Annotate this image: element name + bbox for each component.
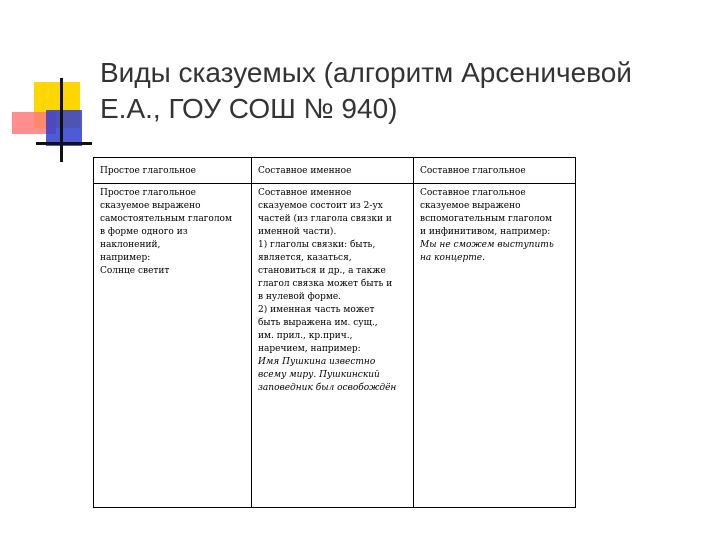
slide-logo-decoration bbox=[0, 0, 100, 170]
example-line: на концерте. bbox=[420, 253, 485, 263]
text-line: сказуемое выражено bbox=[100, 201, 201, 211]
text-line: сказуемое выражено bbox=[420, 201, 521, 211]
example-line: Мы не сможем выступить bbox=[420, 240, 554, 250]
text-line: им. прил., кр.прич., bbox=[258, 331, 353, 341]
table-row bbox=[94, 184, 576, 508]
text-line: частей (из глагола связки и bbox=[258, 214, 392, 224]
text-line: 1) глаголы связки: быть, bbox=[258, 240, 376, 250]
predicate-types-table bbox=[93, 157, 576, 508]
text-line: Составное именное bbox=[258, 188, 352, 198]
example-line: всему миру. Пушкинский bbox=[258, 370, 380, 380]
text-line: Составное глагольное bbox=[420, 188, 526, 198]
text-line: и инфинитивом, например: bbox=[420, 227, 551, 237]
text-line: Солнце светит bbox=[100, 266, 170, 276]
text-line: быть выражена им. сущ., bbox=[258, 318, 378, 328]
text-line: является, казаться, bbox=[258, 253, 352, 263]
logo-vertical-line bbox=[60, 78, 63, 162]
slide-title-line: Е.А., ГОУ СОШ № 940) bbox=[100, 93, 398, 124]
slide-title-line: Виды сказуемых (алгоритм Арсеничевой bbox=[100, 57, 632, 88]
text-line: самостоятельным глаголом bbox=[100, 214, 232, 224]
text-line: наклонений, bbox=[100, 240, 161, 250]
cell-compound-verbal bbox=[414, 184, 576, 508]
text-line: 2) именная часть может bbox=[258, 305, 375, 315]
text-line: вспомогательным глаголом bbox=[420, 214, 553, 224]
example-line: заповедник был освобождён bbox=[258, 383, 397, 393]
slide-title bbox=[100, 55, 712, 127]
example-line: Имя Пушкина известно bbox=[258, 357, 376, 367]
text-line: именной части). bbox=[258, 227, 337, 237]
text-line: Простое глагольное bbox=[100, 188, 196, 198]
header-compound-nominal: Составное именное bbox=[252, 158, 414, 184]
logo-blue-square bbox=[46, 110, 82, 146]
text-line: в нулевой форме. bbox=[258, 292, 342, 302]
logo-horizontal-line bbox=[36, 142, 92, 145]
header-compound-verbal: Составное глагольное bbox=[414, 158, 576, 184]
text-line: наречием, например: bbox=[258, 344, 361, 354]
cell-simple-verbal bbox=[94, 184, 252, 508]
text-line: становиться и др., а также bbox=[258, 266, 386, 276]
header-simple-verbal: Простое глагольное bbox=[94, 158, 252, 184]
text-line: глагол связка может быть и bbox=[258, 279, 393, 289]
table-header-row bbox=[94, 158, 576, 184]
text-line: в форме одного из bbox=[100, 227, 188, 237]
text-line: сказуемое состоит из 2-ух bbox=[258, 201, 383, 211]
text-line: например: bbox=[100, 253, 151, 263]
cell-compound-nominal bbox=[252, 184, 414, 508]
